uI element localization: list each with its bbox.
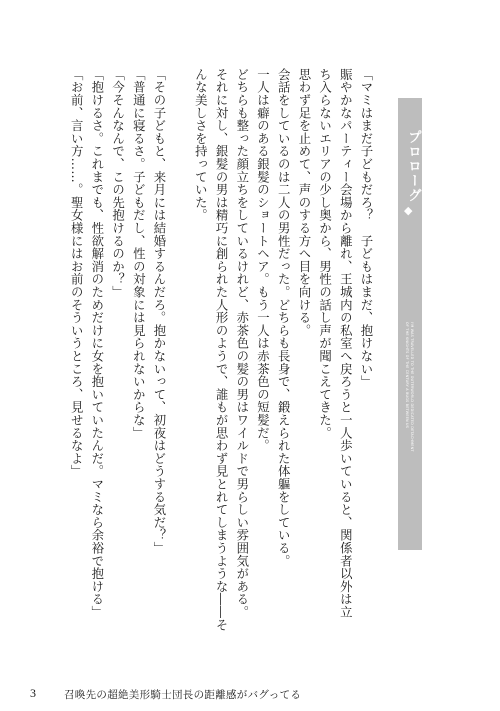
paragraph: 「今そんなんで、この先抱けるのか？」 <box>110 68 126 299</box>
paragraph: 「その子どもと、来月には結婚するんだろ。抱かないって、初夜はどうする気だ？」 <box>151 68 167 555</box>
paragraph: んな美しさを持っていた。 <box>193 68 209 222</box>
running-header-line: I'M WAS TRAVELLED TO THE OUTERWORLD DEDICATED DETACHMENT <box>410 322 414 452</box>
blank-line <box>169 68 190 670</box>
paragraph: 「抱けるさ。これまでも、性欲解消のためだけに女を抱いていたんだ。マミなら余裕で抱ける」 <box>89 68 105 619</box>
paragraph: 「マミはまだ子どもだろ？ 子どもはまだ、抱けない」 <box>359 68 374 388</box>
body-text <box>30 68 376 670</box>
paragraph: 「普通に寝るさ。子どもだし、性の対象には見られないからな」 <box>131 68 147 440</box>
paragraph: 賑やかなパーティー会場から離れ、王城内の私室へ戻ろうと一人歩いていると、関係者以外は立 <box>338 68 354 619</box>
paragraph: どちらも整った顔立ちをしているけれど、赤茶色の髪の男はワイルドで男らしい雰囲気がある。 <box>234 68 250 619</box>
running-header-english <box>404 322 414 452</box>
running-header-line: OF THE KNIGHTS OF THE CENTURY A BUGS BETWEEN US <box>405 322 409 429</box>
page-number: 3 <box>30 686 36 700</box>
paragraph: ち入らないエリアの少し奥から、男性の話し声が聞こえてきた。 <box>317 68 333 440</box>
paragraph: 会話をしているのは二人の男性だった。どちらも長身で、鍛えられた体軀をしている。 <box>276 68 292 568</box>
paragraph: 「お前、言い方……。聖女様にはお前のそういうところ、見せるなよ」 <box>69 68 85 478</box>
diamond-icon: ◆ <box>404 204 413 217</box>
paragraph: 一人は癖のある銀髪のショートヘア。もう一人は赤茶色の短髪だ。 <box>255 68 271 452</box>
chapter-title: プロローグ <box>405 130 421 203</box>
paragraph: それに対し、銀髪の男は精巧に創られた人形のようで、誰もが思わず見とれてしまうような――そ <box>214 68 230 632</box>
paragraph: 思わず足を止めて、声のする方へ目を向ける。 <box>296 68 312 337</box>
book-title: 召喚先の超絶美形騎士団長の距離感がバグってる <box>64 689 302 701</box>
